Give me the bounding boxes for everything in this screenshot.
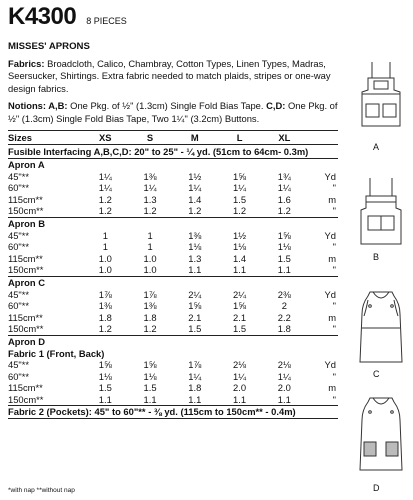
section-name: Apron D	[8, 335, 338, 347]
yardage-value: 1¼	[98, 182, 112, 194]
yardage-value: 1¼	[277, 182, 291, 194]
yardage-value: 1¼	[143, 182, 157, 194]
yardage-value: 1⅝	[277, 229, 291, 241]
yardage-value: 1.4	[233, 252, 247, 264]
fabric-width: 150cm**	[8, 393, 44, 405]
yardage-row	[8, 359, 338, 371]
yardage-value: 1.2	[143, 205, 157, 217]
yardage-value: 1.8	[143, 311, 157, 323]
yardage-value: 1.0	[143, 264, 157, 276]
section-name: Apron B	[8, 217, 338, 229]
yardage-value: 1	[147, 241, 153, 253]
notions-paragraph	[8, 100, 344, 125]
yardage-value: 1.2	[277, 205, 291, 217]
yardage-unit: m	[328, 382, 336, 394]
unit-header	[307, 131, 338, 145]
illustration-label-c: C	[373, 369, 380, 379]
yardage-value: 1⅜	[143, 300, 157, 312]
size-l: L	[217, 131, 262, 145]
yardage-value: 1.2	[233, 205, 247, 217]
yardage-value: 1⅛	[98, 370, 112, 382]
yardage-value: 1.4	[188, 193, 202, 205]
yardage-value: 2¼	[233, 288, 247, 300]
yardage-unit: "	[332, 300, 336, 312]
yardage-value: 1⅝	[143, 359, 157, 371]
fabric-width: 115cm**	[8, 252, 43, 264]
yardage-value: 1.1	[233, 264, 247, 276]
fabric-width: 60"**	[8, 300, 30, 312]
yardage-value: 1.2	[98, 323, 112, 335]
size-xs: XS	[83, 131, 128, 145]
sizes-header-row	[8, 131, 338, 145]
yardage-value: 1.1	[233, 393, 247, 405]
footnote: *with nap **without nap	[8, 487, 75, 494]
yardage-unit: "	[332, 241, 336, 253]
yardage-row	[8, 371, 338, 383]
apron-c-illustration	[356, 290, 406, 364]
fabrics-label: Fabrics:	[8, 57, 45, 69]
yardage-value: 1.0	[98, 264, 112, 276]
yardage-value: 1	[102, 241, 108, 253]
yardage-value: 1⅝	[98, 359, 112, 371]
fabric-width: 150cm**	[8, 323, 44, 335]
pattern-title: MISSES' APRONS	[8, 41, 90, 52]
yardage-value: 2	[281, 300, 287, 312]
section-subheader-row	[8, 348, 338, 360]
yardage-value: 1¼	[233, 370, 247, 382]
yardage-value: 2.0	[277, 382, 291, 394]
fabric-width: 45"**	[8, 359, 30, 371]
yardage-value: 1.5	[98, 382, 112, 394]
yardage-unit: Yd	[324, 229, 336, 241]
fabric-width: 150cm**	[8, 264, 44, 276]
fabric-width: 45"**	[8, 229, 30, 241]
yardage-value: 1⅝	[188, 300, 202, 312]
yardage-value: 2⅛	[233, 359, 247, 371]
yardage-row	[8, 241, 338, 253]
yardage-value: 1¼	[188, 370, 202, 382]
section-header-row	[8, 276, 338, 288]
yardage-value: 1⅜	[98, 300, 112, 312]
yardage-row	[8, 230, 338, 242]
fabric2-row	[8, 406, 338, 419]
yardage-value: 1.6	[277, 193, 291, 205]
yardage-value: 1.5	[277, 252, 291, 264]
yardage-unit: "	[332, 264, 336, 276]
fabric-width: 60"**	[8, 182, 30, 194]
yardage-value: 1.0	[98, 252, 112, 264]
yardage-row	[8, 182, 338, 194]
interfacing-text: Fusible Interfacing A,B,C,D: 20" to 25" - ¼ yd. (51cm to 64cm- 0.3m)	[8, 145, 338, 159]
yardage-unit: m	[328, 311, 336, 323]
yardage-value: 1.2	[188, 205, 202, 217]
fabric-width: 115cm**	[8, 382, 43, 394]
description	[8, 41, 344, 125]
yardage-value: 1½	[233, 229, 247, 241]
yardage-value: 1¾	[277, 170, 291, 182]
yardage-unit: Yd	[324, 170, 336, 182]
fabric-width: 150cm**	[8, 205, 44, 217]
illustration-label-d: D	[373, 483, 380, 493]
yardage-value: 1.5	[233, 323, 247, 335]
yardage-value: 2.0	[233, 382, 247, 394]
yardage-value: 1¼	[98, 170, 112, 182]
yardage-row	[8, 300, 338, 312]
yardage-value: 1.1	[143, 393, 157, 405]
yardage-row	[8, 382, 338, 394]
notions-text-cd: One Pkg. of ½" (1.3cm) Single Fold Bias Tape, Two 1¼" (3.2cm) Buttons.	[8, 100, 338, 124]
yardage-value: 1⅞	[98, 288, 112, 300]
yardage-value: 1¼	[188, 182, 202, 194]
yardage-row	[8, 289, 338, 301]
fabric-width: 115cm**	[8, 311, 43, 323]
yardage-value: 1.3	[188, 252, 202, 264]
yardage-value: 1.0	[143, 252, 157, 264]
size-s: S	[128, 131, 173, 145]
fabric-width: 115cm**	[8, 193, 43, 205]
fabric-width: 45"**	[8, 170, 30, 182]
yardage-value: 2⅜	[277, 288, 291, 300]
yardage-value: 1.8	[98, 311, 112, 323]
section-header-row	[8, 217, 338, 229]
yardage-value: 1⅛	[143, 370, 157, 382]
apron-b-illustration	[356, 176, 406, 246]
yardage-value: 1.3	[143, 193, 157, 205]
yardage-unit: "	[332, 205, 336, 217]
yardage-value: 1.1	[188, 264, 202, 276]
yardage-value: 1.5	[233, 193, 247, 205]
apron-d-illustration	[356, 396, 406, 472]
size-m: M	[172, 131, 217, 145]
yardage-row	[8, 171, 338, 183]
fabrics-paragraph	[8, 58, 344, 96]
yardage-unit: Yd	[324, 288, 336, 300]
yardage-unit: m	[328, 252, 336, 264]
yardage-value: 1.2	[143, 323, 157, 335]
fabric-width: 60"**	[8, 241, 30, 253]
yardage-value: 1.1	[98, 393, 112, 405]
yardage-row	[8, 205, 338, 217]
yardage-value: 1.1	[277, 264, 291, 276]
fabric-width: 45"**	[8, 288, 30, 300]
yardage-value: 1.5	[143, 382, 157, 394]
yardage-value: 1.8	[277, 323, 291, 335]
yardage-value: 1⅛	[277, 241, 291, 253]
yardage-value: 2¼	[188, 288, 202, 300]
yardage-value: 1.5	[188, 323, 202, 335]
header	[8, 3, 127, 30]
yardage-unit: Yd	[324, 359, 336, 371]
yardage-value: 1⅜	[143, 170, 157, 182]
yardage-value: 1⅛	[188, 241, 202, 253]
yardage-value: 2.1	[188, 311, 202, 323]
yardage-value: 1⅞	[188, 359, 202, 371]
yardage-value: 1	[147, 229, 153, 241]
interfacing-row	[8, 145, 338, 159]
yardage-value: 1.1	[188, 393, 202, 405]
section-header-row	[8, 335, 338, 347]
notions-label-cd: C,D:	[266, 100, 286, 111]
section-name: Apron A	[8, 159, 338, 171]
illustration-label-b: B	[373, 252, 380, 262]
notions-text-ab: One Pkg. of ½" (1.3cm) Single Fold Bias Tape.	[67, 100, 267, 111]
illustration-label-a: A	[373, 142, 380, 152]
yardage-value: 1¼	[233, 182, 247, 194]
yardage-value: 1⅝	[233, 300, 247, 312]
pattern-number: K4300	[8, 3, 77, 30]
yardage-value: 1.8	[188, 382, 202, 394]
yardage-row	[8, 253, 338, 265]
fabrics-text: Broadcloth, Calico, Chambray, Cotton Types, Linen Types, Madras, Seersucker, Shirtings. Extra fabric needed to match plaids, stripes or one-way design fabrics.	[8, 57, 331, 94]
yardage-value: 1	[102, 229, 108, 241]
yardage-value: 1½	[188, 170, 202, 182]
yardage-value: 1⅜	[188, 229, 202, 241]
yardage-value: 1.1	[277, 393, 291, 405]
section-name: Apron C	[8, 276, 338, 288]
yardage-row	[8, 323, 338, 335]
yardage-value: 2.1	[233, 311, 247, 323]
yardage-value: 1¼	[277, 370, 291, 382]
yardage-row	[8, 264, 338, 276]
section-subname: Fabric 1 (Front, Back)	[8, 347, 105, 359]
yardage-unit: "	[332, 393, 336, 405]
yardage-value: 1⅝	[233, 170, 247, 182]
apron-a-illustration	[356, 60, 406, 128]
size-xl: XL	[262, 131, 307, 145]
yardage-row	[8, 194, 338, 206]
section-header-row	[8, 159, 338, 171]
yardage-unit: "	[332, 182, 336, 194]
yardage-value: 2.2	[277, 311, 291, 323]
yardage-value: 2⅛	[277, 359, 291, 371]
yardage-unit: m	[328, 193, 336, 205]
yardage-value: 1.2	[98, 205, 112, 217]
yardage-value: 1⅛	[233, 241, 247, 253]
fabric2-text: Fabric 2 (Pockets): 45" to 60"** - ⅜ yd. (115cm to 150cm** - 0.4m)	[8, 406, 338, 419]
yardage-row	[8, 312, 338, 324]
sizes-label: Sizes	[8, 131, 83, 145]
piece-count: 8 PIECES	[86, 16, 127, 26]
yardage-value: 1⅞	[143, 288, 157, 300]
fabric-width: 60"**	[8, 370, 30, 382]
notions-label: Notions: A,B:	[8, 100, 68, 111]
yardage-unit: "	[332, 370, 336, 382]
yardage-value: 1.2	[98, 193, 112, 205]
yardage-unit: "	[332, 323, 336, 335]
yardage-table	[8, 130, 338, 419]
yardage-row	[8, 394, 338, 406]
